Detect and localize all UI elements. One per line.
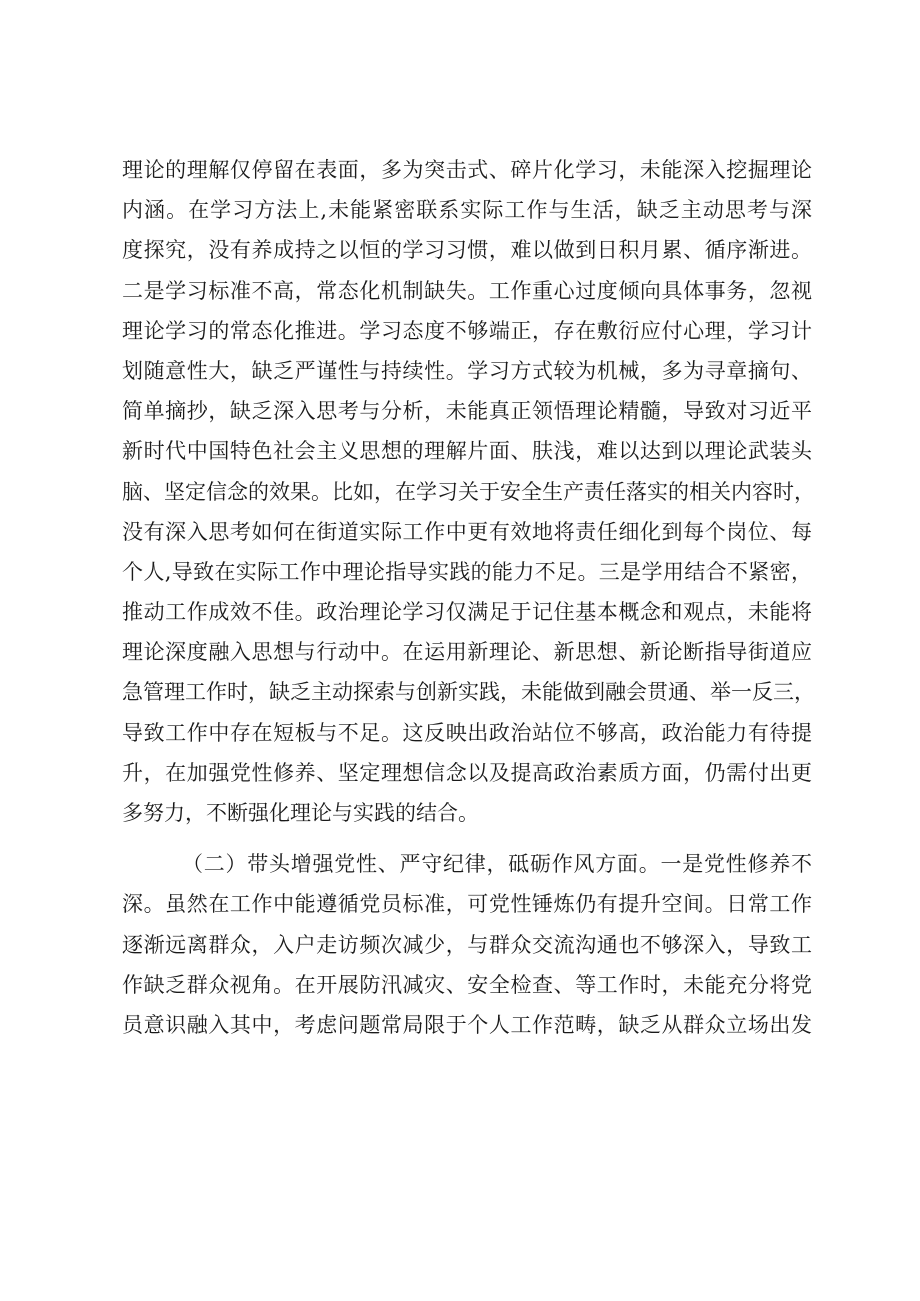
text-line: 新时代中国特色社会主义思想的理解片面、肤浅，难以达到以理论武装头 [122,439,812,464]
text-line: 简单摘抄，缺乏深入思考与分析，未能真正领悟理论精髓，导致对习近平 [122,399,812,424]
text-line: 升，在加强党性修养、坚定理想信念以及提高政治素质方面，仍需付出更 [122,760,812,785]
text-line: 作缺乏群众视角。在开展防汛减灾、安全检查、等工作时，未能充分将党 [122,972,812,997]
text-line: 逐渐远离群众，入户走访频次减少，与群众交流沟通也不够深入，导致工 [122,932,812,957]
text-line: 理论深度融入思想与行动中。在运用新理论、新思想、新论断指导街道应 [122,640,812,665]
text-line: 深。虽然在工作中能遵循党员标准，可党性锤炼仍有提升空间。日常工作 [122,892,812,917]
text-line: 划随意性大，缺乏严谨性与持续性。学习方式较为机械，多为寻章摘句、 [122,358,812,383]
text-line: 导致工作中存在短板与不足。这反映出政治站位不够高，政治能力有待提 [122,720,812,745]
text-line: 多努力，不断强化理论与实践的结合。 [122,801,479,825]
text-line: 推动工作成效不佳。政治理论学习仅满足于记住基本概念和观点，未能将 [122,600,812,625]
text-line: 急管理工作时，缺乏主动探索与创新实践，未能做到融会贯通、举一反三， [122,680,815,705]
text-line: 度探究，没有养成持之以恒的学习习惯，难以做到日积月累、循序渐进。 [122,238,812,263]
paragraph-1 [122,150,815,833]
text-line: （二）带头增强党性、严守纪律，砥砺作风方面。一是党性修养不 [182,852,812,877]
paragraph-gap [122,833,812,844]
paragraph-2 [122,844,812,1045]
text-line: 内涵。在学习方法上,未能紧密联系实际工作与生活，缺乏主动思考与深 [122,198,812,223]
text-line: 理论的理解仅停留在表面，多为突击式、碎片化学习，未能深入挖掘理论 [122,158,812,182]
text-line: 脑、坚定信念的效果。比如，在学习关于安全生产责任落实的相关内容时， [122,479,815,504]
body-text [122,150,815,1045]
text-line: 二是学习标准不高，常态化机制缺失。工作重心过度倾向具体事务，忽视 [122,278,812,303]
text-line: 理论学习的常态化推进。学习态度不够端正，存在敷衍应付心理，学习计 [122,318,812,343]
text-line: 个人,导致在实际工作中理论指导实践的能力不足。三是学用结合不紧密， [122,559,812,584]
text-line: 没有深入思考如何在街道实际工作中更有效地将责任细化到每个岗位、每 [122,519,812,544]
text-line: 员意识融入其中，考虑问题常局限于个人工作范畴，缺乏从群众立场出发 [122,1012,812,1037]
